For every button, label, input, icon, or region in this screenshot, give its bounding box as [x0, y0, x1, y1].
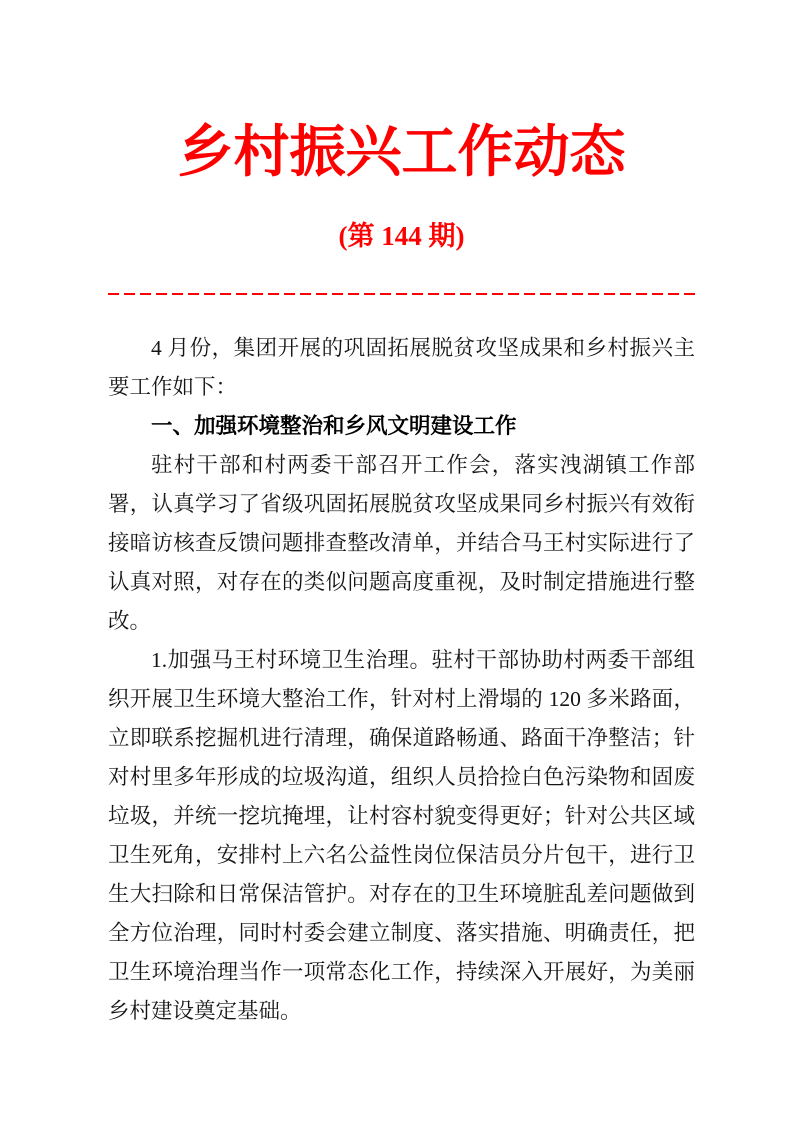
document-title: 乡村振兴工作动态	[177, 122, 626, 184]
divider-dashed-line	[108, 293, 695, 295]
intro-paragraph: 4 月份，集团开展的巩固拓展脱贫攻坚成果和乡村振兴主要工作如下：	[108, 336, 695, 399]
document-body	[108, 329, 695, 1031]
issue-number: (第 144 期)	[338, 221, 465, 251]
section-1-heading: 一、加强环境整治和乡风文明建设工作	[151, 414, 517, 438]
section-1-paragraph-1: 驻村干部和村两委干部召开工作会，落实洩湖镇工作部署，认真学习了省级巩固拓展脱贫攻坚成果同乡村振兴有效衔接暗访核查反馈问题排查整改清单，并结合马王村实际进行了认真对照，对存在的类似问题高度重视，及时制定措施进行整改。	[108, 453, 695, 633]
section-1-paragraph-2: 1.加强马王村环境卫生治理。驻村干部协助村两委干部组织开展卫生环境大整治工作，针对村上滑塌的 120 多米路面，立即联系挖掘机进行清理，确保道路畅通、路面干净整洁；针对村里多年形成的垃圾沟道，组织人员拾捡白色污染物和固废垃圾，并统一挖坑掩埋，让村容村貌变得更好；针对公共区域卫生死角，安排村上六名公益性岗位保洁员分片包干，进行卫生大扫除和日常保洁管护。对存在的卫生环境脏乱差问题做到全方位治理，同时村委会建立制度、落实措施、明确责任，把卫生环境治理当作一项常态化工作，持续深入开展好，为美丽乡村建设奠定基础。	[108, 648, 695, 1023]
